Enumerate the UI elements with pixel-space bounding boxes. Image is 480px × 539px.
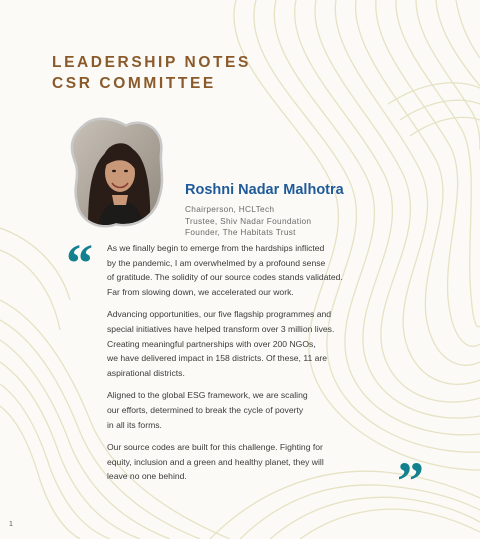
role-line: Trustee, Shiv Nadar Foundation: [185, 215, 312, 226]
text-line: Advancing opportunities, our five flagship programmes and: [107, 309, 332, 320]
role-line: Founder, The Habitats Trust: [185, 227, 296, 237]
text-line: of gratitude. The solidity of our source codes stands validated.: [107, 272, 343, 283]
open-quote-icon: “: [66, 236, 93, 270]
paragraph-1: [107, 241, 407, 299]
paragraph-3: [107, 388, 407, 432]
text-line: As we finally begin to emerge from the hardships inflicted: [107, 243, 325, 253]
letter-body: [107, 241, 407, 492]
paragraph-4: [107, 440, 407, 484]
text-line: in all its forms.: [107, 419, 162, 430]
text-line: we have delivered impact in 158 districts. Of these, 11 are: [107, 353, 328, 364]
text-line: aspirational districts.: [107, 367, 185, 378]
heading-line-2: CSR COMMITTEE: [52, 75, 216, 92]
text-line: leave no one behind.: [107, 471, 187, 482]
heading-line-1: LEADERSHIP NOTES: [52, 54, 251, 71]
text-line: by the pandemic, I am overwhelmed by a profound sense: [107, 257, 326, 268]
portrait-photo: [70, 117, 164, 229]
text-line: our efforts, determined to break the cycle of poverty: [107, 404, 304, 415]
text-line: Far from slowing down, we accelerated our work.: [107, 286, 294, 297]
text-line: special initiatives have helped transform over 3 million lives.: [107, 323, 335, 334]
text-line: Aligned to the global ESG framework, we are scaling: [107, 390, 308, 401]
close-quote-icon: ”: [397, 454, 424, 488]
role-line: Chairperson, HCLTech: [185, 204, 275, 214]
person-name: Roshni Nadar Malhotra: [185, 182, 344, 198]
text-line: Our source codes are built for this challenge. Fighting for: [107, 442, 323, 453]
page-number: 1: [9, 521, 13, 528]
person-roles: [185, 204, 311, 239]
section-heading: [52, 52, 251, 94]
text-line: equity, inclusion and a green and healthy planet, they will: [107, 456, 324, 467]
text-line: Creating meaningful partnerships with over 200 NGOs,: [107, 338, 316, 349]
paragraph-2: [107, 307, 407, 380]
